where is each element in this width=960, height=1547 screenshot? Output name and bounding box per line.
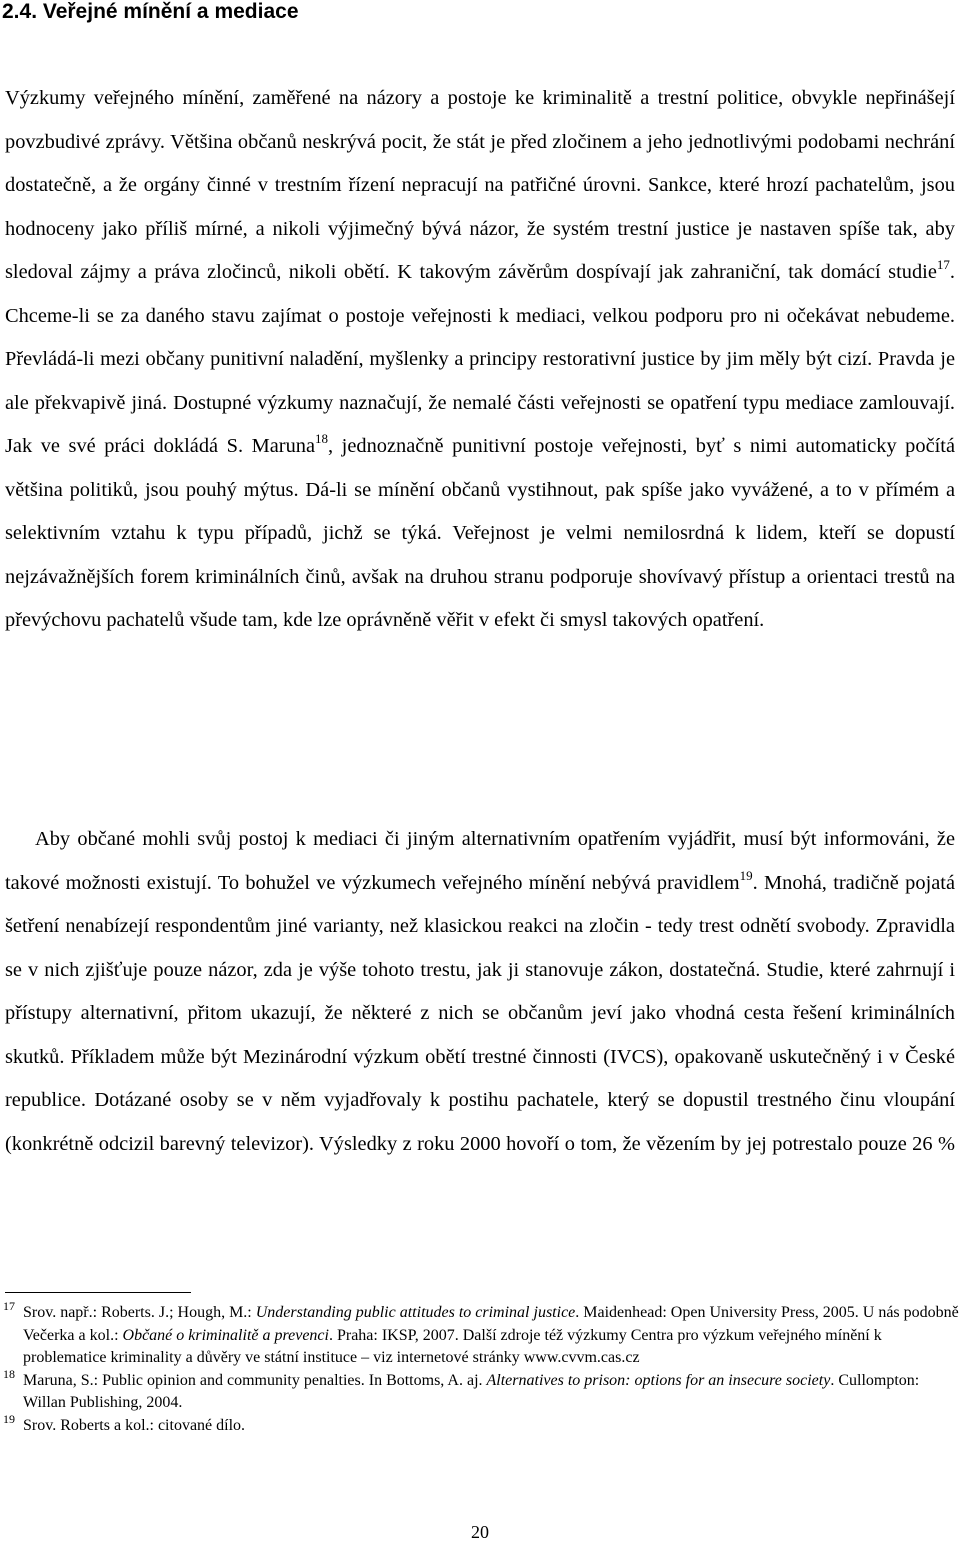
footnote-number: 18 [3, 1366, 15, 1381]
footnote-ref-17[interactable]: 17 [936, 257, 950, 272]
paragraph-2-text-a: Aby občané mohli svůj postoj k mediaci či jiným alternativním opatřením vyjádřit, musí být informováni, že takové možnosti existují. To bohužel ve výzkumech veřejného mínění nebývá pravidlem [5, 828, 955, 894]
footnote-text: Srov. Roberts a kol.: citované dílo. [23, 1416, 246, 1434]
paragraph-2-text-b: . Mnohá, tradičně pojatá šetření nenabízejí respondentům jiné varianty, než klasickou reakci na zločin - tedy trest odnětí svobody. Zpravidla se v nich zjišťuje pouze názor, zda je výše tohoto trestu, jak ji stanovuje zákon, dostatečná. Studie, které zahrnují i přístupy alternativní, přitom ukazují, že některé z nich se občanům jeví jako vhodná cesta řešení kriminálních skutků. Příkladem může být Mezinárodní výzkum obětí trestné činnosti (IVCS), opakovaně uskutečněný i v České republice. Dotázané osoby se v něm vyjadřovaly k postihu pachatele, který se dopustil trestného činu vloupání (konkrétně odcizil barevný televizor). Výsledky z roku 2000 hovoří o tom, že vězením by jej potrestalo pouze 26 % [5, 871, 955, 1155]
footnote-text: . Cullompton: Willan Publishing, 2004. [23, 1371, 920, 1411]
footnote-18 [0, 1366, 960, 1415]
footnote-title: Alternatives to prison: options for an insecure society [486, 1371, 831, 1389]
paragraph-1-text-a: Výzkumy veřejného mínění, zaměřené na názory a postoje ke kriminalitě a trestní politice, obvykle nepřinášejí povzbudivé zprávy. Většina občanů neskrývá pocit, že stát je před zločinem a jeho jednotlivými podobami nechrání dostatečně, a že orgány činné v trestním řízení nepracují na patřičné úrovni. Sankce, které hrozí pachatelům, jsou hodnoceny jako příliš mírné, a nikoli výjimečný bývá názor, že systém trestní justice je nastaven spíše tak, aby sledoval zájmy a práva zločinců, nikoli obětí. K takovým závěrům dospívají jak zahraniční, tak domácí studie [5, 87, 955, 283]
footnote-19 [0, 1411, 960, 1438]
footnote-text: Maruna, S.: Public opinion and community penalties. In Bottoms, A. aj. [23, 1371, 487, 1389]
footnote-number: 19 [3, 1411, 15, 1426]
footnote-text: . Praha: IKSP, 2007. Další zdroje též výzkumy Centra pro výzkum veřejného mínění k problematice kriminality a důvěry ve státní instituce – viz internetové stránky www.cvvm.cas.cz [23, 1326, 882, 1366]
footnote-title: Understanding public attitudes to criminal justice [255, 1304, 576, 1321]
paragraph-1 [5, 77, 955, 643]
footnote-number: 17 [3, 1299, 15, 1313]
footnote-title: Občané o kriminalitě a prevenci [122, 1326, 329, 1344]
paragraph-2 [5, 818, 955, 1166]
paragraph-1-text-c: , jednoznačně punitivní postoje veřejnosti, byť s nimi automaticky počítá většina politiků, jsou pouhý mýtus. Dá-li se mínění občanů vystihnout, pak spíše jako vyvážené, a to v přímém a selektivním vztahu k typu případů, jichž se týká. Veřejnost je velmi nemilosrdná k lidem, kteří se dopustí nejzávažnějších forem kriminálních činů, avšak na druhou stranu podporuje shovívavý přístup a orientaci trestů na převýchovu pachatelů všude tam, kde lze oprávněně věřit v efekt či smysl takových opatření. [5, 435, 956, 631]
paragraph-1-text-b: . Chceme-li se za daného stavu zajímat o postoje veřejnosti k mediaci, velkou podporu pro ni očekávat nebudeme. Převládá-li mezi občany punitivní naladění, myšlenky a principy restorativní justice by jim měly být cizí. Pravda je ale překvapivě jiná. Dostupné výzkumy naznačují, že nemalé části veřejnosti se opatření typu mediace zamlouvají. Jak ve své práci dokládá S. Maruna [5, 261, 955, 457]
footnote-17 [0, 1299, 960, 1370]
footnote-text: . Maidenhead: Open University Press, 2005. U nás podobně Večerka a kol.: [23, 1304, 959, 1344]
page-number: 20 [471, 1522, 489, 1542]
footnote-ref-19[interactable]: 19 [739, 867, 753, 883]
footnote-ref-18[interactable]: 18 [315, 431, 329, 446]
footnote-separator [5, 1292, 191, 1293]
footnotes [0, 1299, 960, 1437]
footnote-text: Srov. např.: Roberts. J.; Hough, M.: [23, 1304, 256, 1321]
section-heading: 2.4. Veřejné mínění a mediace [2, 0, 299, 23]
